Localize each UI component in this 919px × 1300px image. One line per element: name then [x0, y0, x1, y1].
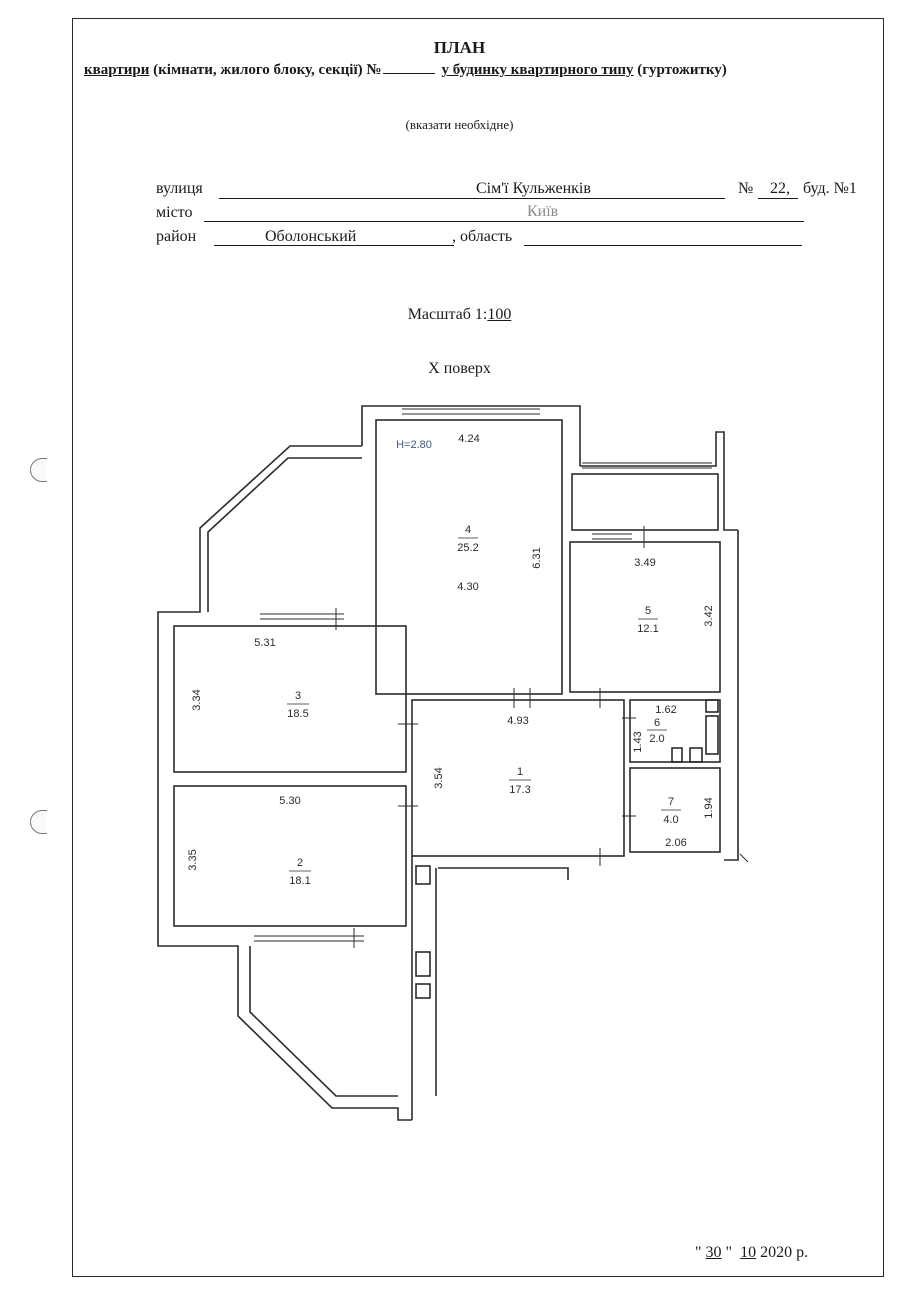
floor-text: Х поверх	[428, 360, 491, 377]
room-6-number: 6	[653, 717, 661, 729]
number-value: 22,	[770, 180, 790, 197]
city-value: Київ	[527, 203, 559, 220]
district-value: Оболонський	[265, 228, 357, 245]
document-date	[695, 1244, 808, 1262]
number-label: №	[738, 180, 754, 197]
date-close-quote: "	[725, 1244, 733, 1261]
dim-r3-width: 5.31	[254, 637, 276, 649]
district-label: район	[156, 228, 197, 245]
room-7-number: 7	[667, 796, 675, 808]
dim-r1-length: 3.54	[433, 767, 445, 789]
dim-r7-width: 2.06	[665, 837, 687, 849]
subtitle-building-type: у будинку квартирного типу	[441, 62, 634, 78]
scale-label: Масштаб 1:	[407, 306, 488, 323]
dim-r5-length: 3.42	[703, 605, 715, 627]
document-title: ПЛАН	[433, 38, 486, 57]
hint-text: (вказати необхідне)	[405, 117, 514, 132]
city-label: місто	[156, 204, 193, 221]
room-6-area: 2.0	[649, 733, 665, 745]
room-2-area: 18.1	[289, 875, 311, 887]
subtitle-apartment: квартири	[84, 62, 150, 78]
date-open-quote: "	[695, 1244, 702, 1261]
room-1-number: 1	[516, 766, 524, 778]
dim-r2-length: 3.35	[187, 849, 199, 871]
room-4-area: 25.2	[457, 542, 479, 554]
dim-r5-width: 3.49	[634, 557, 656, 569]
dim-r2-width: 5.30	[279, 795, 301, 807]
ceiling-height: Н=2.80	[396, 439, 432, 451]
dim-r4-width: 4.24	[458, 433, 480, 445]
room-5-number: 5	[644, 605, 652, 617]
subtitle-dorm: (гуртожитку)	[633, 62, 727, 78]
room-5-area: 12.1	[637, 623, 659, 635]
building-label: буд. №1	[803, 180, 857, 197]
region-label: , область	[452, 228, 513, 245]
dim-r6-length: 1.43	[632, 731, 644, 753]
dim-r3-length: 3.34	[191, 689, 203, 711]
date-year: 2020 р.	[760, 1244, 809, 1261]
dim-r7-length: 1.94	[703, 797, 715, 819]
street-label: вулиця	[156, 180, 203, 197]
subtitle-room-types: (кімнати, жилого блоку, секції) №	[149, 62, 382, 78]
dim-r4-inner: 4.30	[457, 581, 479, 593]
dim-r4-length: 6.31	[531, 547, 543, 569]
street-value: Сім'ї Кульженків	[476, 180, 591, 197]
dim-r1-width: 4.93	[507, 715, 529, 727]
date-day: 30	[705, 1244, 722, 1261]
room-1-area: 17.3	[509, 784, 531, 796]
date-month: 10	[740, 1244, 757, 1261]
scale-value: 100	[487, 306, 512, 323]
room-7-area: 4.0	[663, 814, 679, 826]
room-2-number: 2	[296, 857, 304, 869]
room-3-number: 3	[294, 690, 302, 702]
dim-r6-width: 1.62	[655, 704, 677, 716]
room-4-number: 4	[464, 524, 472, 536]
room-3-area: 18.5	[287, 708, 309, 720]
